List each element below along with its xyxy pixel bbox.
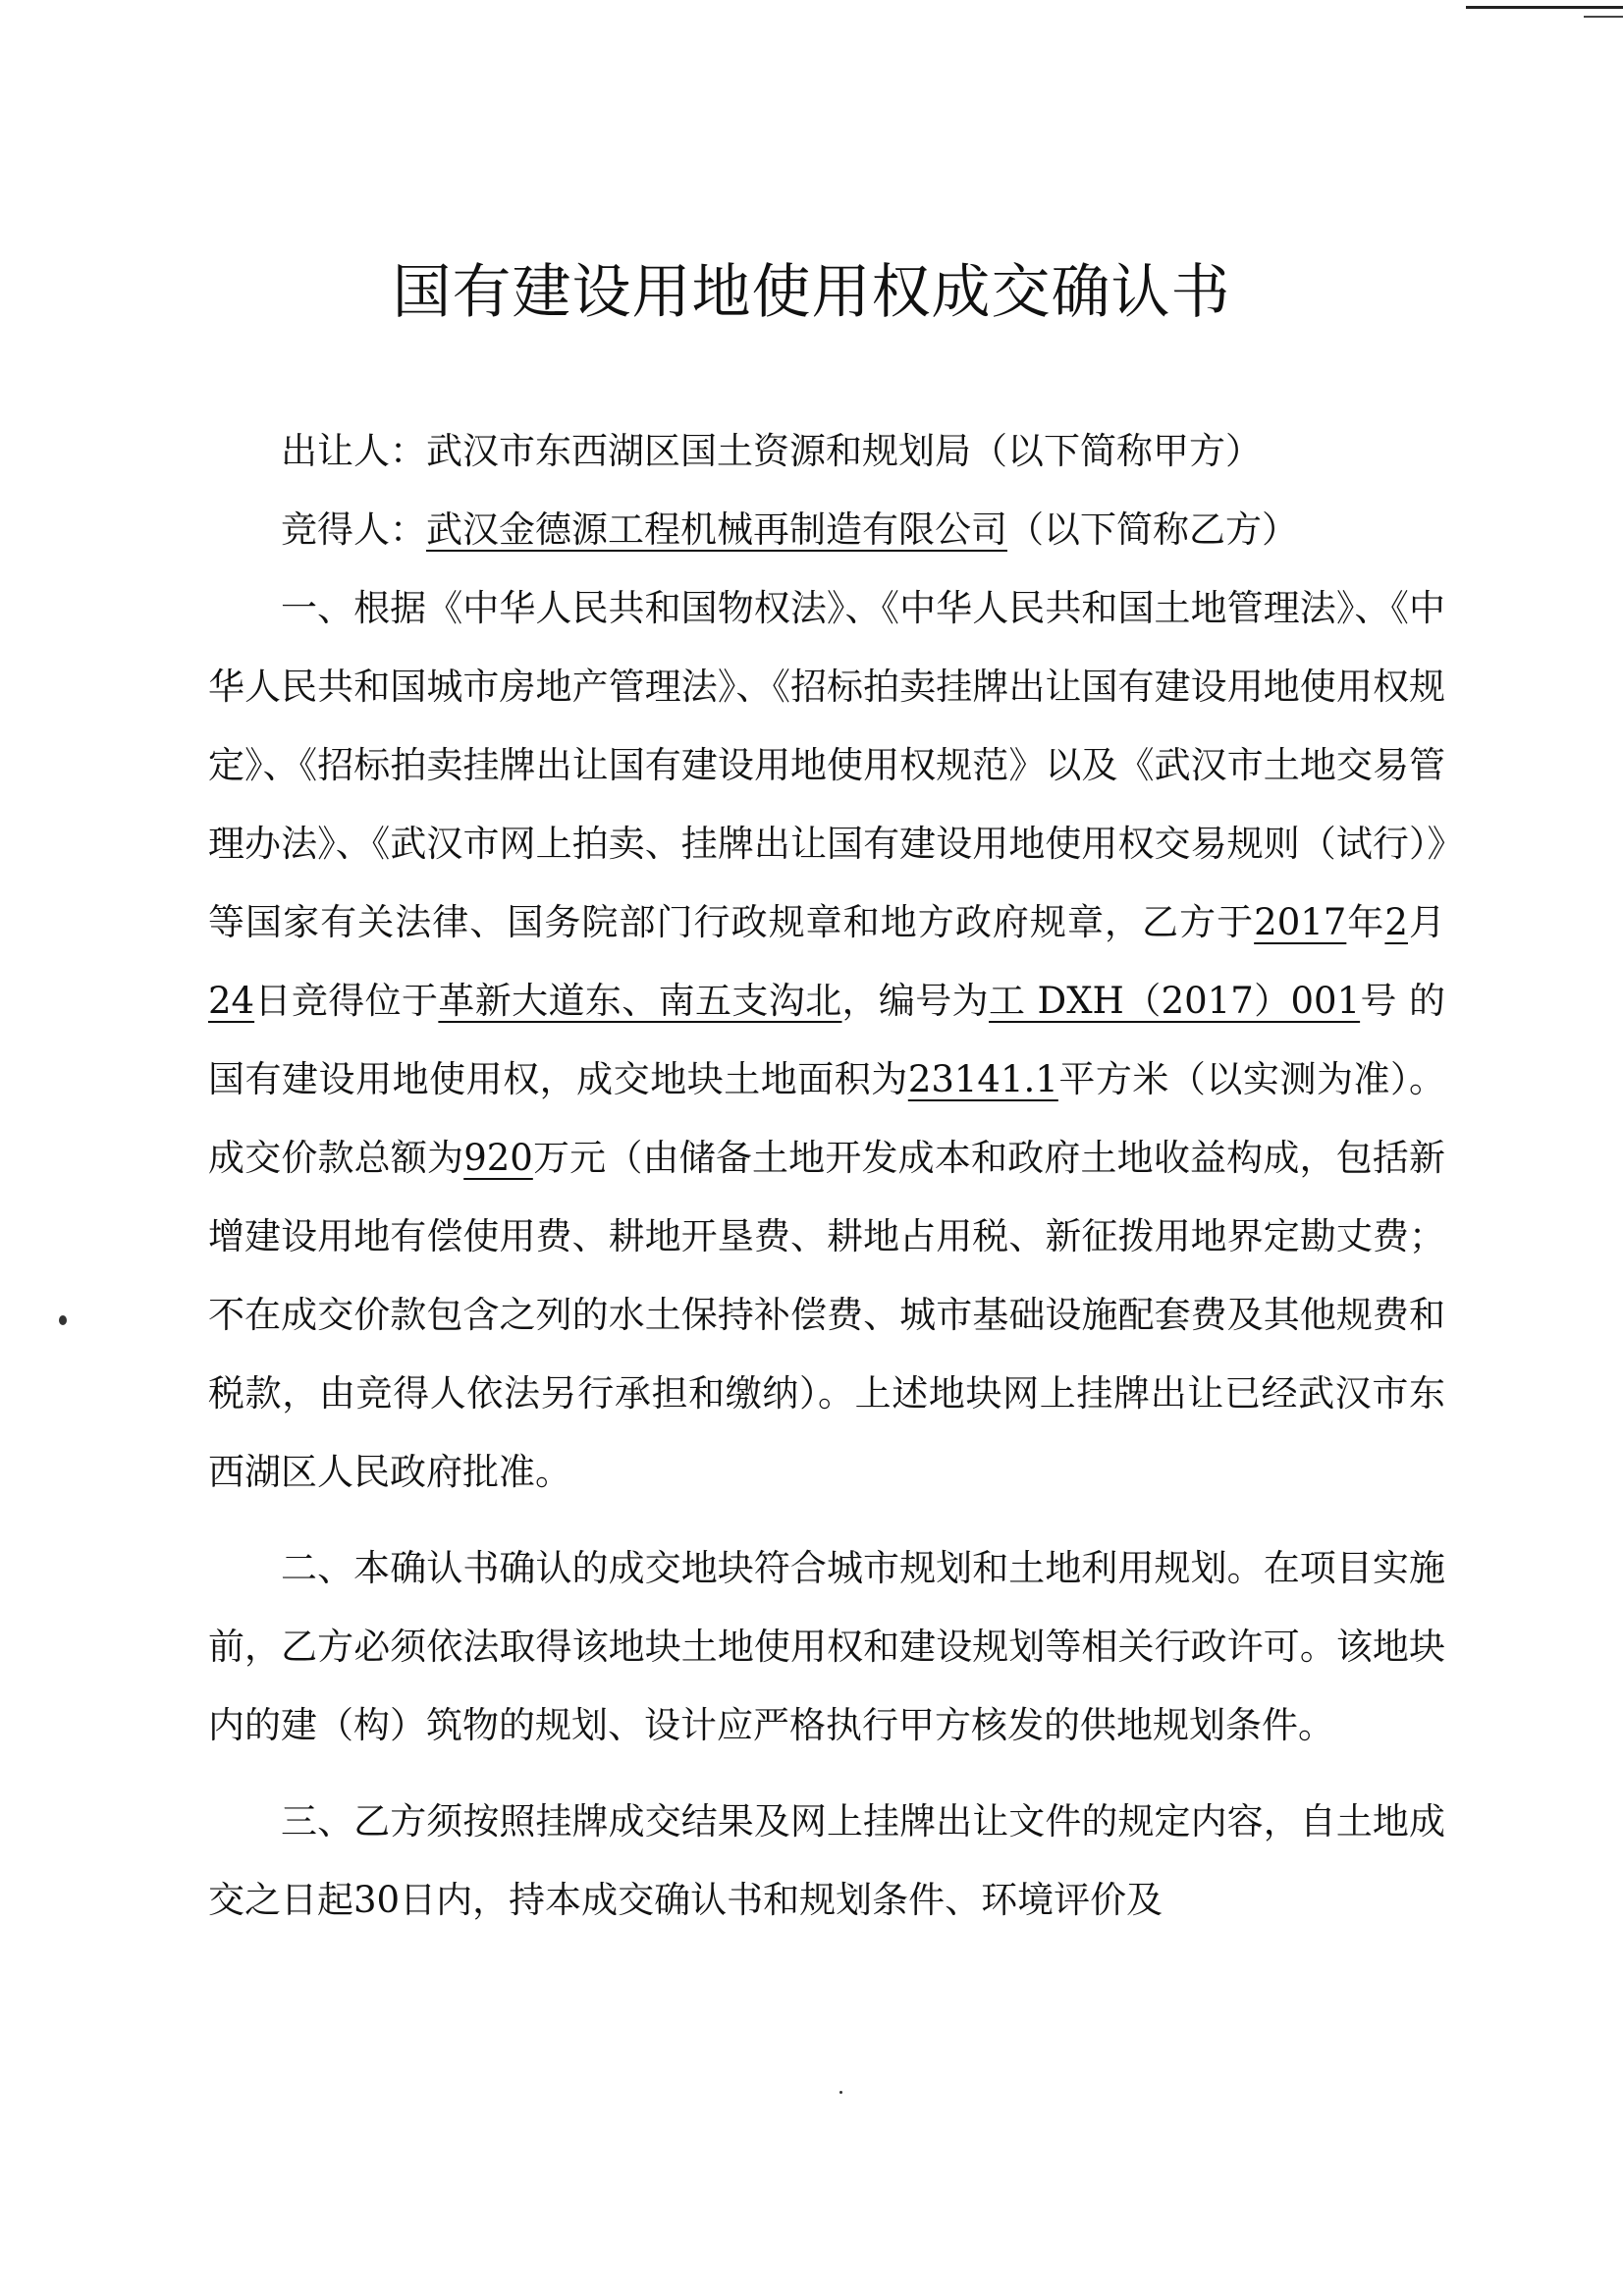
deal-month: 2 bbox=[1384, 901, 1408, 943]
section-2-paragraph: 二、本确认书确认的成交地块符合城市规划和土地利用规划。在项目实施前，乙方必须依法取得该地块土地使用权和建设规划等相关行政许可。该地块内的建（构）筑物的规划、设计应严格执行甲方核发的供地规划条件。 bbox=[208, 1547, 1445, 1746]
winner-suffix: （以下简称乙方） bbox=[1007, 508, 1298, 551]
winner-line bbox=[208, 491, 1445, 569]
grantor-line bbox=[208, 412, 1445, 491]
grantor-label: 出让人： bbox=[281, 430, 426, 472]
section-1-text: 日竞得位于 bbox=[254, 980, 439, 1022]
section-1-text: 平方米（以实测为准）。成交价款总额为 bbox=[208, 1058, 1446, 1179]
deal-price: 920 bbox=[463, 1137, 533, 1179]
scan-speck bbox=[59, 1315, 67, 1325]
scan-speck bbox=[839, 2091, 842, 2094]
document-title: 国有建设用地使用权成交确认书 bbox=[392, 258, 1231, 327]
grantor-value: 武汉市东西湖区国土资源和规划局（以下简称甲方） bbox=[426, 430, 1262, 472]
document-body bbox=[208, 412, 1445, 1940]
winner-label: 竞得人： bbox=[281, 508, 426, 551]
parcel-code: 工 DXH（2017）001 bbox=[989, 980, 1361, 1022]
parcel-area: 23141.1 bbox=[907, 1058, 1058, 1100]
section-1-text: 月 bbox=[1407, 901, 1446, 943]
deal-year: 2017 bbox=[1254, 901, 1347, 943]
section-3-paragraph: 三、乙方须按照挂牌成交结果及网上挂牌出让文件的规定内容，自土地成交之日起30日内，持本成交确认书和规划条件、环境评价及 bbox=[208, 1800, 1445, 1921]
scan-edge-mark bbox=[1466, 6, 1623, 9]
section-1-paragraph bbox=[208, 569, 1445, 1512]
parcel-location: 革新大道东、南五支沟北 bbox=[438, 980, 842, 1022]
section-1-text: 万元（由储备土地开发成本和政府土地收益构成，包括新增建设用地有偿使用费、耕地开垦费、耕地占用税、新征拨用地界定勘丈费；不在成交价款包含之列的水土保持补偿费、城市基础设施配套费及其他规费和税款，由竞得人依法另行承担和缴纳）。上述地块网上挂牌出让已经武汉市东西湖区人民政府批准。 bbox=[208, 1137, 1446, 1493]
winner-name: 武汉金德源工程机械再制造有限公司 bbox=[426, 508, 1007, 551]
section-1-text: 号 的国有建设用地使用权，成交地块土地面积为 bbox=[208, 980, 1446, 1100]
section-1-text: 年 bbox=[1346, 901, 1385, 943]
section-1-text: ，编号为 bbox=[841, 980, 990, 1022]
section-1-text: 一、根据《中华人民共和国物权法》、《中华人民共和国土地管理法》、《中华人民共和国城市房地产管理法》、《招标拍卖挂牌出让国有建设用地使用权规定》、《招标拍卖挂牌出让国有建设用地使用权规范》以及《武汉市土地交易管理办法》、《武汉市网上拍卖、挂牌出让国有建设用地使用权交易规则（试行）》等国家有关法律、国务院部门行政规章和地方政府规章，乙方于 bbox=[208, 587, 1445, 943]
deal-day: 24 bbox=[208, 980, 255, 1022]
